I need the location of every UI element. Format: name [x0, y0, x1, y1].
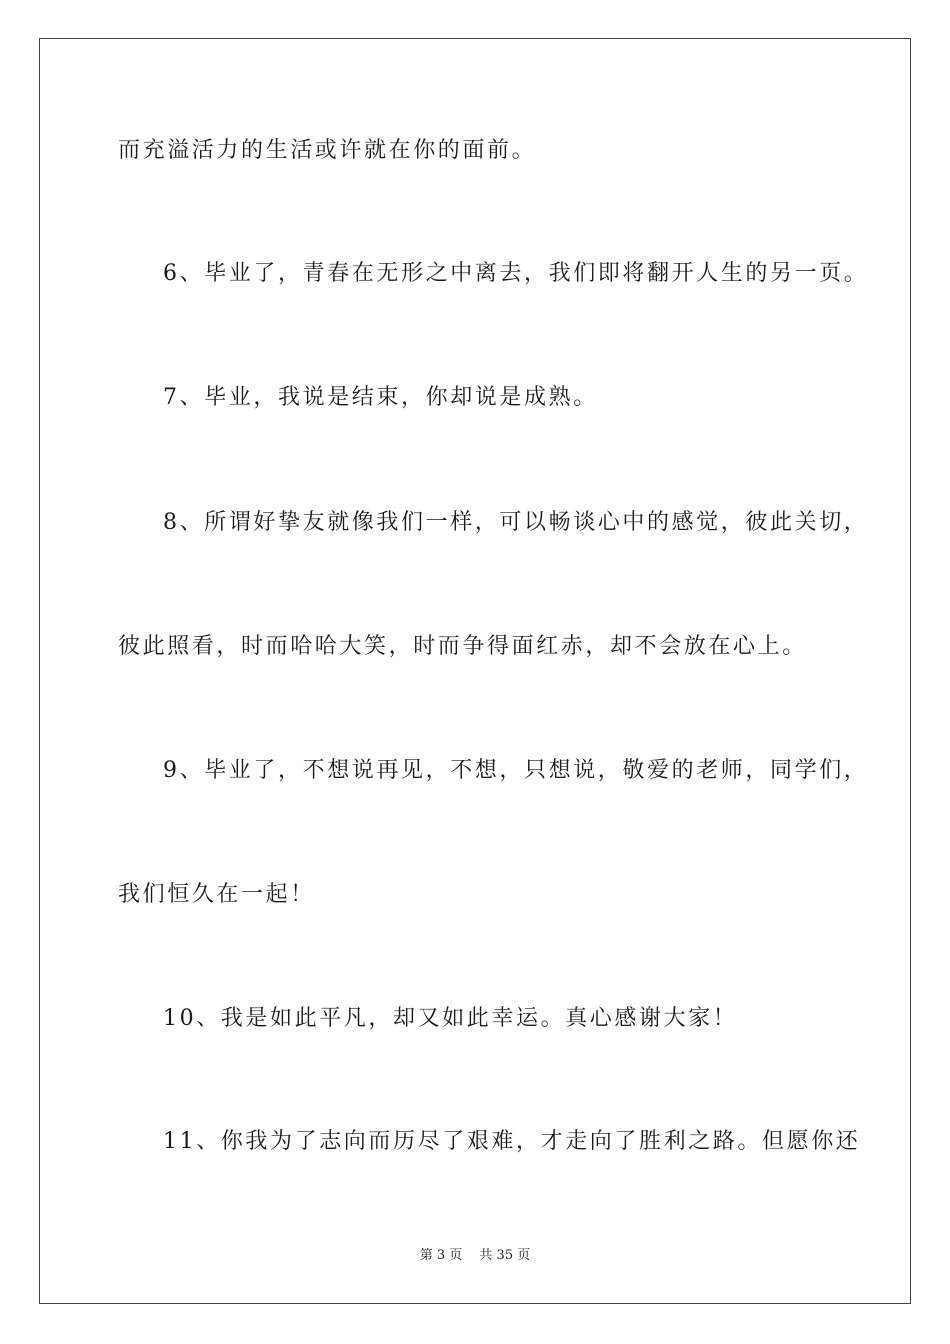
paragraph-line: 7、毕业，我说是结束，你却说是成熟。: [163, 385, 598, 410]
paragraph-line: 10、我是如此平凡，却又如此幸运。真心感谢大家！: [163, 1006, 738, 1031]
paragraph-line: 而充溢活力的生活或许就在你的面前。: [118, 138, 537, 163]
paragraph-line: 11、你我为了志向而历尽了艰难，才走向了胜利之路。但愿你还: [163, 1129, 861, 1154]
paragraph-line: 9、毕业了，不想说再见，不想，只想说，敬爱的老师，同学们，: [163, 758, 869, 783]
page-number-footer: 第 3 页 共 35 页: [419, 1248, 531, 1263]
page-border: [39, 38, 911, 1304]
paragraph-line: 我们恒久在一起！: [118, 882, 315, 907]
paragraph-line: 彼此照看，时而哈哈大笑，时而争得面红赤，却不会放在心上。: [118, 634, 807, 659]
paragraph-line: 8、所谓好挚友就像我们一样，可以畅谈心中的感觉，彼此关切，: [163, 510, 869, 535]
paragraph-line: 6、毕业了，青春在无形之中离去，我们即将翻开人生的另一页。: [163, 261, 869, 286]
